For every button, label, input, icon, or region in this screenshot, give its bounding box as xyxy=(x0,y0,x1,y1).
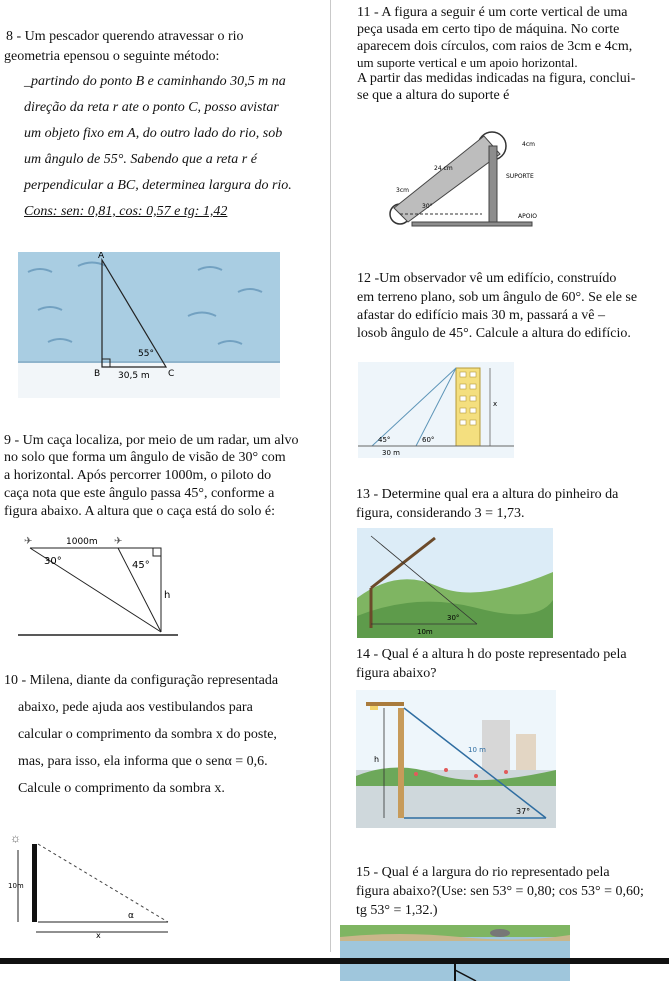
q12-line-3: afastar do edifício mais 30 m, passará a vê – xyxy=(357,308,606,323)
question-15 xyxy=(356,864,668,919)
q11-label-3cm: 3cm xyxy=(396,187,409,194)
question-9 xyxy=(4,432,328,520)
q11-line-2: peça usada em certo tipo de máquina. No corte xyxy=(357,22,620,37)
q8-line-3: _partindo do ponto B e caminhando 30,5 m na xyxy=(24,74,286,89)
q10-label-alpha: α xyxy=(128,911,134,921)
q9-line-4: caça nota que este ângulo passa 45°, conforme a xyxy=(4,486,275,501)
q11-label-30: 30° xyxy=(422,203,433,210)
q11-label-4cm: 4cm xyxy=(522,141,535,148)
q11-label-apoio: APOIO xyxy=(518,213,537,220)
sun-icon: ☼ xyxy=(10,831,21,845)
q9-line-1: 9 - Um caça localiza, por meio de um radar, um alvo xyxy=(4,433,299,448)
question-11 xyxy=(357,4,665,104)
question-13 xyxy=(356,486,666,522)
q13-line-1: 13 - Determine qual era a altura do pinheiro da xyxy=(356,487,619,502)
q8-label-a: A xyxy=(98,252,105,261)
q8-line-8: Cons: sen: 0,81, cos: 0,57 e tg: 1,42 xyxy=(24,204,228,219)
q14-label-37: 37° xyxy=(516,807,531,816)
q13-pine-figure xyxy=(357,528,553,638)
q8-river-figure xyxy=(18,252,280,398)
q10-line-5: Calcule o comprimento da sombra x. xyxy=(18,781,225,796)
question-8 xyxy=(4,28,326,220)
q11-machine-figure xyxy=(372,128,552,238)
q12-label-x: x xyxy=(493,400,498,408)
question-12 xyxy=(357,270,663,342)
q10-line-1: 10 - Milena, diante da configuração representada xyxy=(4,673,279,688)
q9-label-1000m: 1000m xyxy=(66,537,98,547)
q8-line-1: 8 - Um pescador querendo atravessar o rio xyxy=(6,29,244,44)
q9-line-3: a horizontal. Após percorrer 1000m, o piloto do xyxy=(4,468,272,483)
q10-label-10m: 10m xyxy=(8,882,24,890)
question-10 xyxy=(4,672,326,797)
q14-label-10m: 10 m xyxy=(468,746,486,754)
q13-label-10m: 10m xyxy=(417,628,433,636)
q12-building-figure xyxy=(358,362,514,458)
q14-line-2: figura abaixo? xyxy=(356,666,437,681)
q14-label-h: h xyxy=(374,755,380,764)
q8-label-c: C xyxy=(168,369,175,379)
q15-line-1: 15 - Qual é a largura do rio representado pela xyxy=(356,865,610,880)
bottom-strip xyxy=(0,964,669,981)
q11-line-4: um suporte vertical e um apoio horizontal. xyxy=(357,55,578,70)
q9-label-h: h xyxy=(164,590,171,601)
plane-2-icon: ✈ xyxy=(114,536,123,547)
q12-label-45: 45° xyxy=(378,436,391,444)
right-column xyxy=(333,4,665,104)
q13-line-2: figura, considerando 3 = 1,73. xyxy=(356,506,525,521)
q15-river-continuation xyxy=(0,964,669,981)
q12-line-4: losob ângulo de 45°. Calcule a altura do edifício. xyxy=(357,326,631,341)
q11-line-3: aparecem dois círculos, com raios de 3cm e 4cm, xyxy=(357,39,633,54)
q9-label-45: 45° xyxy=(132,560,150,571)
q12-label-30m: 30 m xyxy=(382,449,400,457)
q12-line-2: em terreno plano, sob um ângulo de 60°. Se ele se xyxy=(357,290,638,305)
question-14 xyxy=(356,646,666,682)
q15-line-2: figura abaixo?(Use: sen 53° = 0,80; cos 53° = 0,60; xyxy=(356,884,644,899)
q8-line-5: um objeto fixo em A, do outro lado do rio, sob xyxy=(24,126,283,141)
q8-label-angle: 55° xyxy=(138,349,154,359)
q11-line-1: 11 - A figura a seguir é um corte vertical de uma xyxy=(357,5,628,20)
q9-label-30: 30° xyxy=(44,556,62,567)
q11-label-24cm: 24 cm xyxy=(434,165,453,172)
left-column xyxy=(4,28,326,220)
q14-lamp-post-figure xyxy=(356,690,556,828)
q14-line-1: 14 - Qual é a altura h do poste representado pela xyxy=(356,647,627,662)
q8-label-dist: 30,5 m xyxy=(118,371,150,381)
q9-line-2: no solo que forma um ângulo de visão de 30° com xyxy=(4,450,286,465)
q8-line-7: perpendicular a BC, determinea largura do rio. xyxy=(24,178,292,193)
q12-label-60: 60° xyxy=(422,436,435,444)
column-divider xyxy=(330,0,331,952)
q11-label-suporte: SUPORTE xyxy=(506,173,534,180)
q9-plane-figure xyxy=(18,534,178,638)
q10-line-3: calcular o comprimento da sombra x do poste, xyxy=(18,727,277,742)
q10-line-4: mas, para isso, ela informa que o senα = 0,6. xyxy=(18,754,268,769)
q11-line-6: se que a altura do suporte é xyxy=(357,88,510,103)
q8-line-2: geometria epensou o seguinte método: xyxy=(4,49,220,64)
q10-pole-figure xyxy=(8,830,178,940)
q8-line-6: um ângulo de 55°. Sabendo que a reta r é xyxy=(24,152,257,167)
q8-label-b: B xyxy=(94,369,101,379)
q10-line-2: abaixo, pede ajuda aos vestibulandos para xyxy=(18,700,253,715)
q10-label-x: x xyxy=(96,931,101,940)
q12-line-1: 12 -Um observador vê um edifício, construído xyxy=(357,271,617,286)
q8-line-4: direção da reta r ate o ponto C, posso avistar xyxy=(24,100,279,115)
q15-river-figure xyxy=(340,925,570,959)
q15-line-3: tg 53° = 1,32.) xyxy=(356,903,438,918)
q9-line-5: figura abaixo. A altura que o caça está do solo é: xyxy=(4,504,275,519)
plane-1-icon: ✈ xyxy=(24,536,33,547)
q13-label-30: 30° xyxy=(447,614,460,622)
q11-line-5: A partir das medidas indicadas na figura, conclui- xyxy=(357,71,636,86)
